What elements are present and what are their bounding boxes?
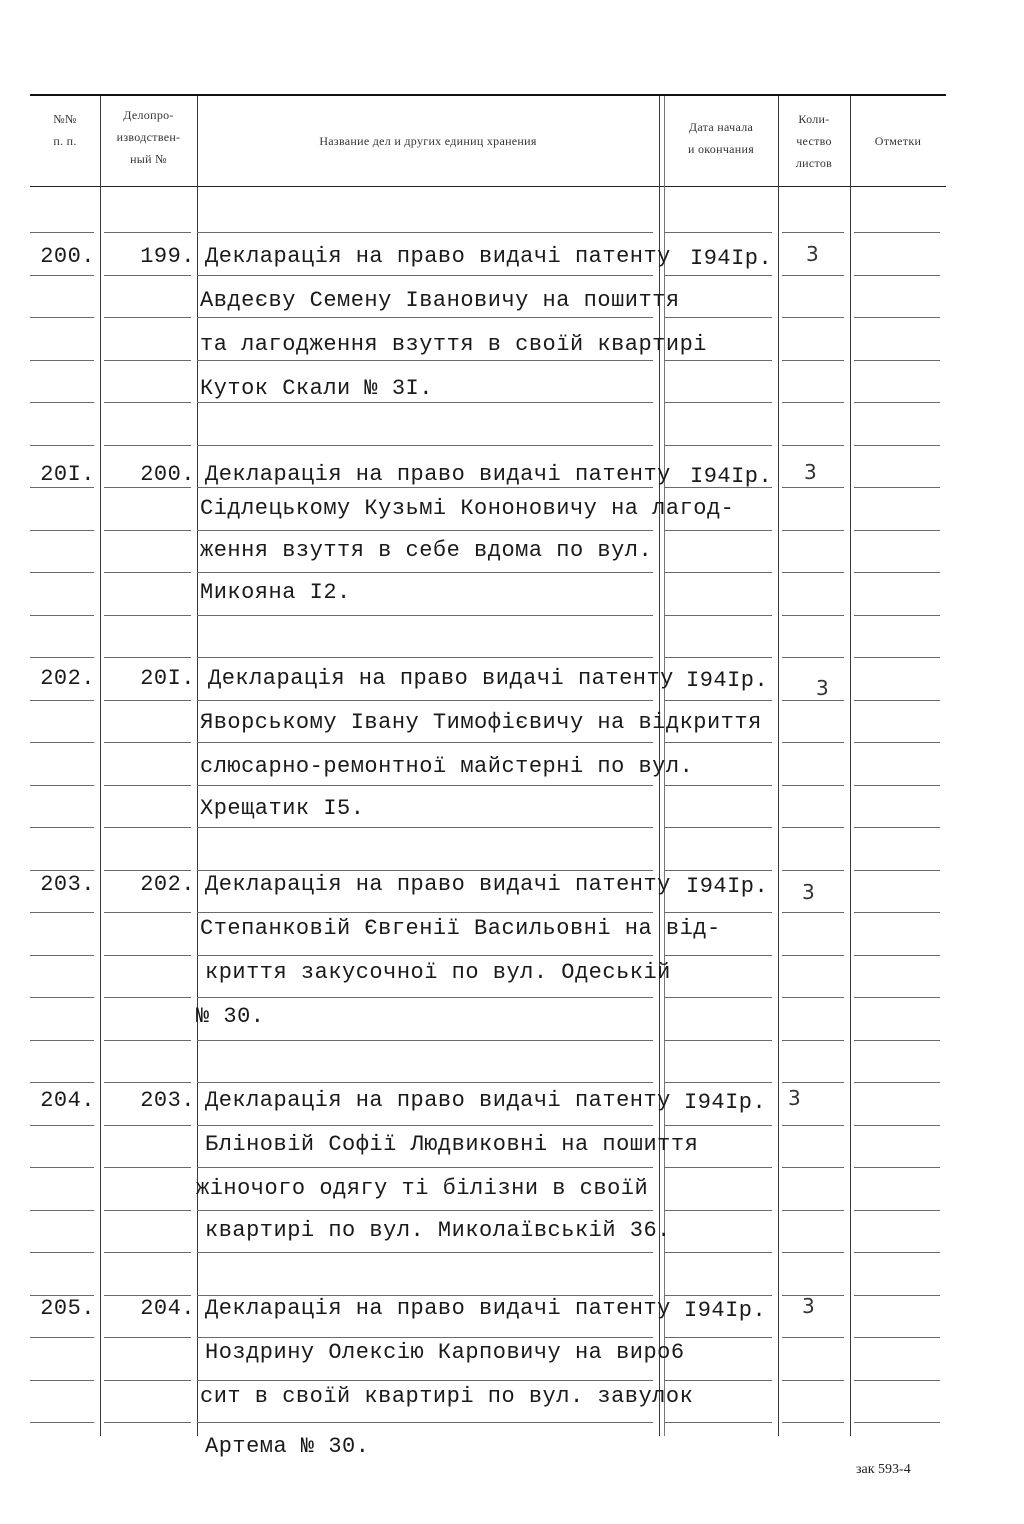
ruled-line — [782, 1252, 844, 1253]
ruled-line — [197, 402, 653, 403]
entry-seq: 20I. — [40, 462, 95, 487]
entry-file-no: 202. — [140, 872, 195, 897]
entry-title-line: Декларація на право видачі патенту — [205, 462, 671, 487]
ruled-line — [664, 1167, 772, 1168]
ruled-line — [104, 1252, 191, 1253]
ruled-line — [854, 870, 940, 871]
ruled-line — [854, 615, 940, 616]
ruled-line — [197, 487, 653, 488]
ruled-line — [197, 1125, 653, 1126]
entry-date: I94Ip. — [684, 1090, 767, 1115]
ruled-line — [782, 870, 844, 871]
column-divider-4 — [778, 96, 779, 1436]
ruled-line — [664, 572, 772, 573]
ruled-line — [104, 360, 191, 361]
ruled-line — [30, 1422, 94, 1423]
header-sheets-line-1: Коли- — [798, 112, 830, 126]
entry-title-line: Сідлецькому Кузьмі Кононовичу на лагод- — [200, 496, 735, 521]
ruled-line — [854, 1380, 940, 1381]
entry-seq: 205. — [40, 1296, 95, 1321]
ruled-line — [197, 360, 653, 361]
ruled-line — [664, 232, 772, 233]
ruled-line — [197, 870, 653, 871]
ruled-line — [104, 1082, 191, 1083]
ruled-line — [197, 997, 653, 998]
ruled-line — [30, 1040, 94, 1041]
ruled-line — [104, 615, 191, 616]
header-sheets — [778, 108, 850, 174]
ruled-line — [782, 997, 844, 998]
header-number-line-1: №№ — [53, 112, 77, 126]
ruled-line — [197, 530, 653, 531]
entry-title-line: Декларація на право видачі патенту — [208, 666, 674, 691]
ruled-line — [854, 275, 940, 276]
ruled-line — [854, 1125, 940, 1126]
entry-title-line: ження взуття в себе вдома по вул. — [200, 538, 653, 563]
ruled-line — [664, 1082, 772, 1083]
ruled-line — [664, 1210, 772, 1211]
ruled-line — [854, 827, 940, 828]
ruled-line — [197, 657, 653, 658]
entry-seq: 204. — [40, 1088, 95, 1113]
entry-title-line: Бліновій Софії Людвиковні на пошиття — [205, 1132, 699, 1157]
ruled-line — [664, 700, 772, 701]
ruled-line — [104, 275, 191, 276]
ruled-line — [782, 402, 844, 403]
ruled-line — [782, 1210, 844, 1211]
ruled-line — [664, 955, 772, 956]
ruled-line — [664, 1337, 772, 1338]
ruled-line — [664, 997, 772, 998]
ruled-line — [104, 827, 191, 828]
entry-seq: 200. — [40, 244, 95, 269]
entry-sheets: 3 — [788, 1086, 802, 1110]
entry-title-line: слюсарно-ремонтної майстерні по вул. — [200, 754, 694, 779]
ruled-line — [104, 487, 191, 488]
ruled-line — [782, 1380, 844, 1381]
ruled-line — [197, 572, 653, 573]
ruled-line — [104, 232, 191, 233]
ruled-line — [104, 955, 191, 956]
entry-seq: 203. — [40, 872, 95, 897]
entry-file-no: 204. — [140, 1296, 195, 1321]
ruled-line — [854, 487, 940, 488]
header-number-line-2: п. п. — [53, 134, 77, 148]
ruled-line — [782, 955, 844, 956]
ruled-line — [664, 402, 772, 403]
ruled-line — [30, 1125, 94, 1126]
ruled-line — [782, 785, 844, 786]
ruled-line — [664, 1040, 772, 1041]
entry-date: I94Ip. — [686, 874, 769, 899]
entry-title-line: Артема № 30. — [205, 1434, 370, 1459]
ruled-line — [664, 827, 772, 828]
ruled-line — [197, 827, 653, 828]
ruled-line — [664, 1422, 772, 1423]
ruled-line — [782, 572, 844, 573]
ruled-line — [197, 445, 653, 446]
ruled-line — [197, 1337, 653, 1338]
ruled-line — [197, 1210, 653, 1211]
entry-file-no: 199. — [140, 244, 195, 269]
ruled-line — [104, 700, 191, 701]
ruled-line — [104, 1040, 191, 1041]
ruled-line — [197, 1082, 653, 1083]
header-file-number-line-3: ный № — [130, 152, 167, 166]
header-title: Название дел и других единиц хранения — [319, 134, 537, 148]
header-dates-line-1: Дата начала — [688, 120, 754, 134]
ruled-line — [104, 317, 191, 318]
ruled-line — [197, 955, 653, 956]
print-order-mark: зак 593-4 — [856, 1462, 911, 1477]
ruled-line — [30, 785, 94, 786]
header-dates — [664, 116, 778, 160]
ruled-line — [854, 1422, 940, 1423]
entry-date: I94Ip. — [690, 246, 773, 271]
header-sheets-line-3: листов — [795, 156, 833, 170]
ruled-line — [30, 615, 94, 616]
ruled-line — [854, 1040, 940, 1041]
entry-title-line: Куток Скали № 3I. — [200, 376, 433, 401]
entry-date: I94Ip. — [690, 464, 773, 489]
entry-sheets: 3 — [802, 1294, 816, 1318]
ruled-line — [197, 615, 653, 616]
entry-date: I94Ip. — [686, 668, 769, 693]
entry-title-line: № 30. — [196, 1004, 265, 1029]
ruled-line — [104, 785, 191, 786]
ruled-line — [854, 530, 940, 531]
ruled-line — [197, 700, 653, 701]
ruled-line — [782, 1082, 844, 1083]
ruled-line — [854, 1295, 940, 1296]
ruled-line — [30, 827, 94, 828]
ruled-line — [782, 657, 844, 658]
ruled-line — [104, 1125, 191, 1126]
column-divider-5 — [850, 96, 851, 1436]
ruled-line — [30, 1337, 94, 1338]
entry-file-no: 20I. — [140, 666, 195, 691]
ruled-line — [782, 530, 844, 531]
ruled-line — [30, 530, 94, 531]
ruled-line — [854, 955, 940, 956]
ruled-line — [104, 657, 191, 658]
entry-sheets: 3 — [802, 880, 816, 904]
ruled-line — [30, 275, 94, 276]
ruled-line — [104, 402, 191, 403]
ruled-line — [782, 1422, 844, 1423]
ruled-line — [782, 1040, 844, 1041]
ruled-line — [854, 657, 940, 658]
ruled-line — [854, 742, 940, 743]
ruled-line — [104, 530, 191, 531]
entry-title-line: квартирі по вул. Миколаївській 36. — [205, 1218, 671, 1243]
ruled-line — [664, 1252, 772, 1253]
ruled-line — [664, 657, 772, 658]
entry-title-line: Декларація на право видачі патенту — [205, 872, 671, 897]
ruled-line — [197, 1167, 653, 1168]
entry-title-line: Яворському Івану Тимофієвичу на відкриття — [200, 710, 762, 735]
ruled-line — [854, 785, 940, 786]
entry-title-line: Ноздрину Олексію Карповичу на виро6 — [205, 1340, 685, 1365]
ruled-line — [782, 445, 844, 446]
entry-title-line: Декларація на право видачі патенту — [205, 1088, 671, 1113]
entry-title-line: Декларація на право видачі патенту — [205, 244, 671, 269]
entry-title-line: та лагодження взуття в своїй квартирі — [200, 332, 707, 357]
ruled-line — [664, 785, 772, 786]
ruled-line — [854, 402, 940, 403]
ruled-line — [854, 232, 940, 233]
ruled-line — [197, 742, 653, 743]
ruled-line — [782, 1167, 844, 1168]
ruled-line — [30, 657, 94, 658]
ruled-line — [197, 317, 653, 318]
header-number — [30, 108, 100, 152]
ruled-line — [854, 317, 940, 318]
ruled-line — [104, 997, 191, 998]
entry-title-line: сит в своїй квартирі по вул. завулок — [200, 1384, 694, 1409]
ruled-line — [664, 615, 772, 616]
ruled-line — [664, 275, 772, 276]
ruled-line — [197, 1040, 653, 1041]
entry-title-line: криття закусочної по вул. Одеській — [205, 960, 671, 985]
header-sheets-line-2: чество — [796, 134, 832, 148]
ruled-line — [197, 1380, 653, 1381]
entry-sheets: 3 — [804, 460, 818, 484]
ruled-line — [854, 1252, 940, 1253]
ruled-line — [854, 997, 940, 998]
entry-title-line: Авдеєву Семену Івановичу на пошиття — [200, 288, 680, 313]
ruled-line — [664, 870, 772, 871]
ruled-line — [782, 275, 844, 276]
ruled-line — [30, 402, 94, 403]
ruled-line — [782, 742, 844, 743]
entry-title-line: Декларація на право видачі патенту — [205, 1296, 671, 1321]
ruled-line — [197, 912, 653, 913]
ruled-line — [30, 1210, 94, 1211]
ruled-line — [30, 572, 94, 573]
ruled-line — [782, 912, 844, 913]
entry-sheets: 3 — [816, 676, 830, 700]
header-file-number-line-2: изводствен- — [116, 130, 181, 144]
ruled-line — [30, 912, 94, 913]
ruled-line — [782, 487, 844, 488]
entry-file-no: 200. — [140, 462, 195, 487]
ruled-line — [104, 572, 191, 573]
ruled-line — [30, 1167, 94, 1168]
ruled-line — [104, 742, 191, 743]
table-top-rule — [30, 94, 946, 96]
ruled-line — [197, 275, 653, 276]
column-divider-1 — [100, 96, 101, 1436]
ruled-line — [664, 912, 772, 913]
ruled-line — [104, 1167, 191, 1168]
ruled-line — [664, 445, 772, 446]
ruled-line — [30, 445, 94, 446]
entry-title-line: жіночого одягу ті білізни в своїй — [196, 1176, 649, 1201]
ruled-line — [30, 360, 94, 361]
ruled-line — [854, 360, 940, 361]
ruled-line — [30, 1252, 94, 1253]
ruled-line — [854, 572, 940, 573]
ruled-line — [30, 232, 94, 233]
ruled-line — [782, 232, 844, 233]
ruled-line — [664, 530, 772, 531]
ruled-line — [30, 742, 94, 743]
entry-date: I94Ip. — [684, 1298, 767, 1323]
entry-file-no: 203. — [140, 1088, 195, 1113]
ruled-line — [30, 317, 94, 318]
ruled-line — [854, 445, 940, 446]
ruled-line — [664, 1125, 772, 1126]
ruled-line — [854, 1082, 940, 1083]
entry-sheets: 3 — [806, 242, 820, 266]
header-bottom-rule — [30, 186, 946, 187]
ruled-line — [854, 1210, 940, 1211]
header-file-number-line-1: Делопро- — [123, 108, 174, 122]
ruled-line — [782, 1337, 844, 1338]
ruled-line — [664, 1295, 772, 1296]
ruled-line — [197, 1422, 653, 1423]
ruled-line — [782, 615, 844, 616]
header-dates-line-2: и окончания — [687, 142, 755, 156]
ruled-line — [782, 317, 844, 318]
ruled-line — [664, 360, 772, 361]
ruled-line — [854, 1167, 940, 1168]
ruled-line — [30, 1380, 94, 1381]
entry-title-line: Хрещатик I5. — [200, 796, 365, 821]
column-divider-2 — [197, 96, 198, 1436]
ruled-line — [854, 912, 940, 913]
ruled-line — [664, 1380, 772, 1381]
ruled-line — [664, 317, 772, 318]
entry-title-line: Микояна I2. — [200, 580, 351, 605]
ruled-line — [104, 912, 191, 913]
ruled-line — [104, 1210, 191, 1211]
ruled-line — [197, 1252, 653, 1253]
ruled-line — [782, 700, 844, 701]
ruled-line — [30, 1082, 94, 1083]
ruled-line — [104, 1380, 191, 1381]
ruled-line — [104, 1422, 191, 1423]
entry-seq: 202. — [40, 666, 95, 691]
ruled-line — [782, 360, 844, 361]
ruled-line — [104, 1337, 191, 1338]
ruled-line — [104, 870, 191, 871]
ruled-line — [104, 445, 191, 446]
ruled-line — [854, 1337, 940, 1338]
ruled-line — [30, 487, 94, 488]
ruled-line — [197, 232, 653, 233]
header-file-number — [100, 104, 197, 170]
ruled-line — [30, 700, 94, 701]
header-notes: Отметки — [874, 134, 922, 148]
ruled-line — [664, 742, 772, 743]
ruled-line — [782, 1125, 844, 1126]
ruled-line — [30, 870, 94, 871]
ruled-line — [197, 785, 653, 786]
ruled-line — [30, 997, 94, 998]
entry-title-line: Степанковій Євгенії Васильовні на від- — [200, 916, 721, 941]
ruled-line — [782, 827, 844, 828]
ruled-line — [854, 700, 940, 701]
ruled-line — [30, 955, 94, 956]
